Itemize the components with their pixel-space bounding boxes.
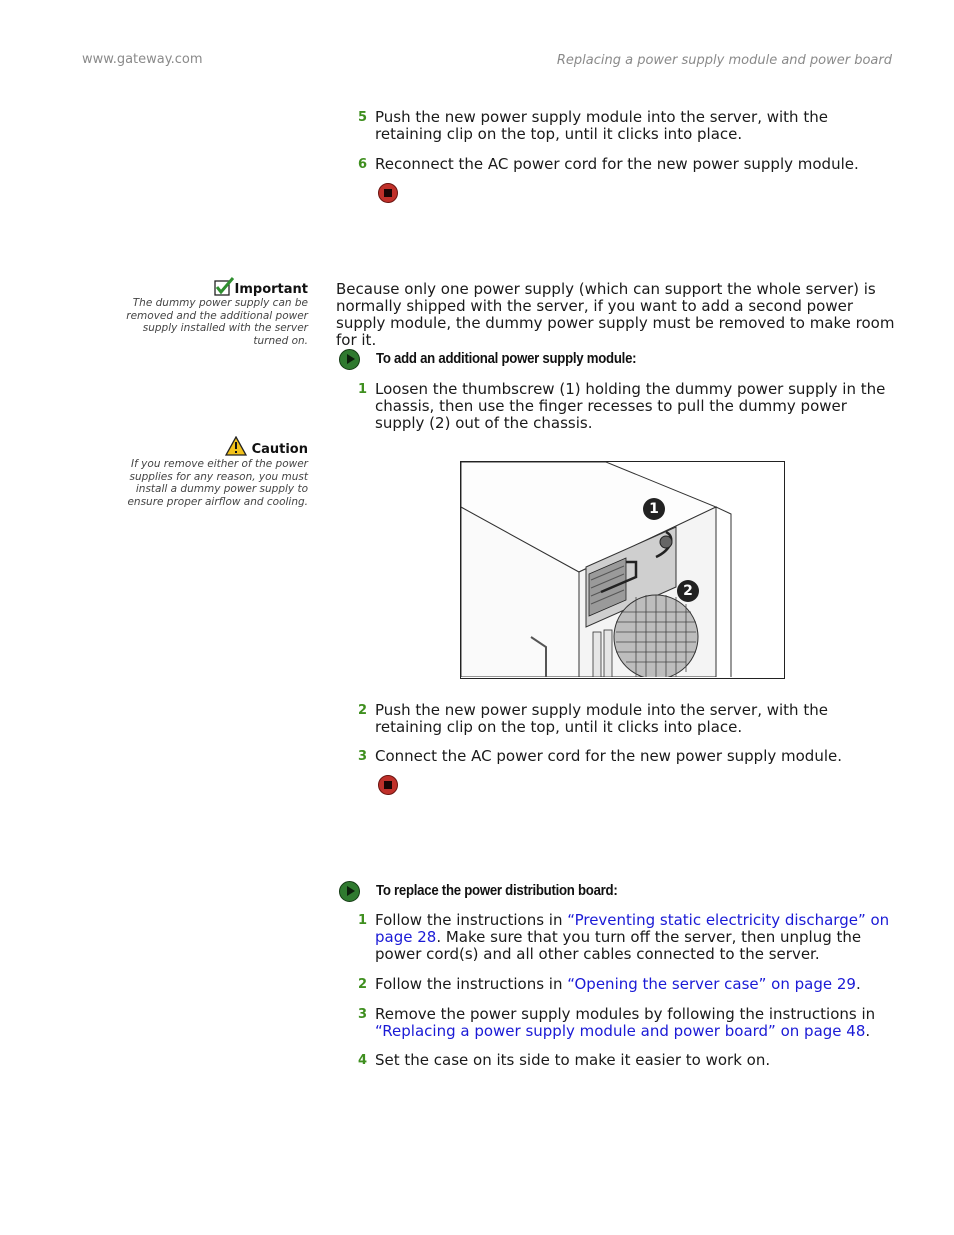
intro-paragraph: Because only one power supply (which can support the whole server) is normally shipped with the server, if you want to add a second power supply module, the dummy power supply must be removed to make room for it. [336, 280, 895, 349]
step-text-part: . [855, 975, 861, 993]
step-text-part: Follow the instructions in [375, 911, 568, 929]
step-text [375, 912, 897, 963]
step-number: 2 [358, 977, 368, 992]
step-number: 4 [358, 1053, 368, 1068]
caution-note-box [98, 436, 308, 508]
callout-2: 2 [677, 580, 699, 602]
important-note-text: The dummy power supply can be removed and the additional power supply installed with the server turned on. [126, 297, 308, 347]
step-text: Connect the AC power cord for the new power supply module. [375, 747, 842, 765]
important-label: Important [234, 282, 308, 297]
step-number: 3 [358, 1007, 368, 1022]
step-number: 5 [358, 110, 368, 125]
important-label-row [108, 277, 308, 298]
caution-label: Caution [251, 442, 308, 457]
header-site-url: www.gateway.com [82, 52, 203, 67]
warning-icon [225, 436, 247, 456]
step-text-part: Follow the instructions in [375, 975, 568, 993]
step-number: 1 [358, 382, 368, 397]
stop-icon [378, 183, 398, 203]
link-static-discharge[interactable]: “Preventing static electricity discharge” on page 28 [375, 911, 890, 946]
play-icon [339, 881, 360, 902]
step-text: Set the case on its side to make it easier to work on. [375, 1051, 771, 1069]
step-text-part: Remove the power supply modules by following the instructions in [375, 1005, 876, 1023]
caution-note-text: If you remove either of the power supplies for any reason, you must install a dummy power supply to ensure proper airflow and cooling. [127, 458, 308, 508]
step-text: Loosen the thumbscrew (1) holding the dummy power supply in the chassis, then use the finger recesses to pull the dummy power supply (2) out of the chassis. [375, 380, 886, 432]
link-replacing-power-supply[interactable]: “Replacing a power supply module and power board” on page 48 [375, 1022, 866, 1040]
step-number: 1 [358, 913, 368, 928]
procedure-title: To replace the power distribution board: [376, 882, 618, 899]
callout-1: 1 [643, 498, 665, 520]
link-opening-case[interactable]: “Opening the server case” on page 29 [567, 975, 856, 993]
step-number: 2 [358, 703, 368, 718]
step-text: Push the new power supply module into the server, with the retaining clip on the top, until it clicks into place. [375, 108, 828, 143]
stop-icon [378, 775, 398, 795]
step-text: Reconnect the AC power cord for the new power supply module. [375, 155, 859, 173]
step-text: Push the new power supply module into the server, with the retaining clip on the top, until it clicks into place. [375, 701, 828, 736]
step-number: 3 [358, 749, 368, 764]
checkmark-icon [213, 277, 235, 297]
server-chassis-illustration [461, 462, 783, 677]
important-note-box [108, 277, 308, 347]
procedure-title: To add an additional power supply module: [376, 350, 637, 367]
header-section-title: Replacing a power supply module and power board [556, 53, 892, 68]
step-text-part: . Make sure that you turn off the server, then unplug the power cord(s) and all other cables connected to the server. [375, 928, 862, 963]
server-chassis-figure [460, 461, 785, 679]
step-text [375, 1006, 897, 1040]
play-icon [339, 349, 360, 370]
step-number: 6 [358, 157, 368, 172]
step-text-part: . [865, 1022, 871, 1040]
step-text [375, 976, 897, 993]
caution-label-row [98, 436, 308, 458]
